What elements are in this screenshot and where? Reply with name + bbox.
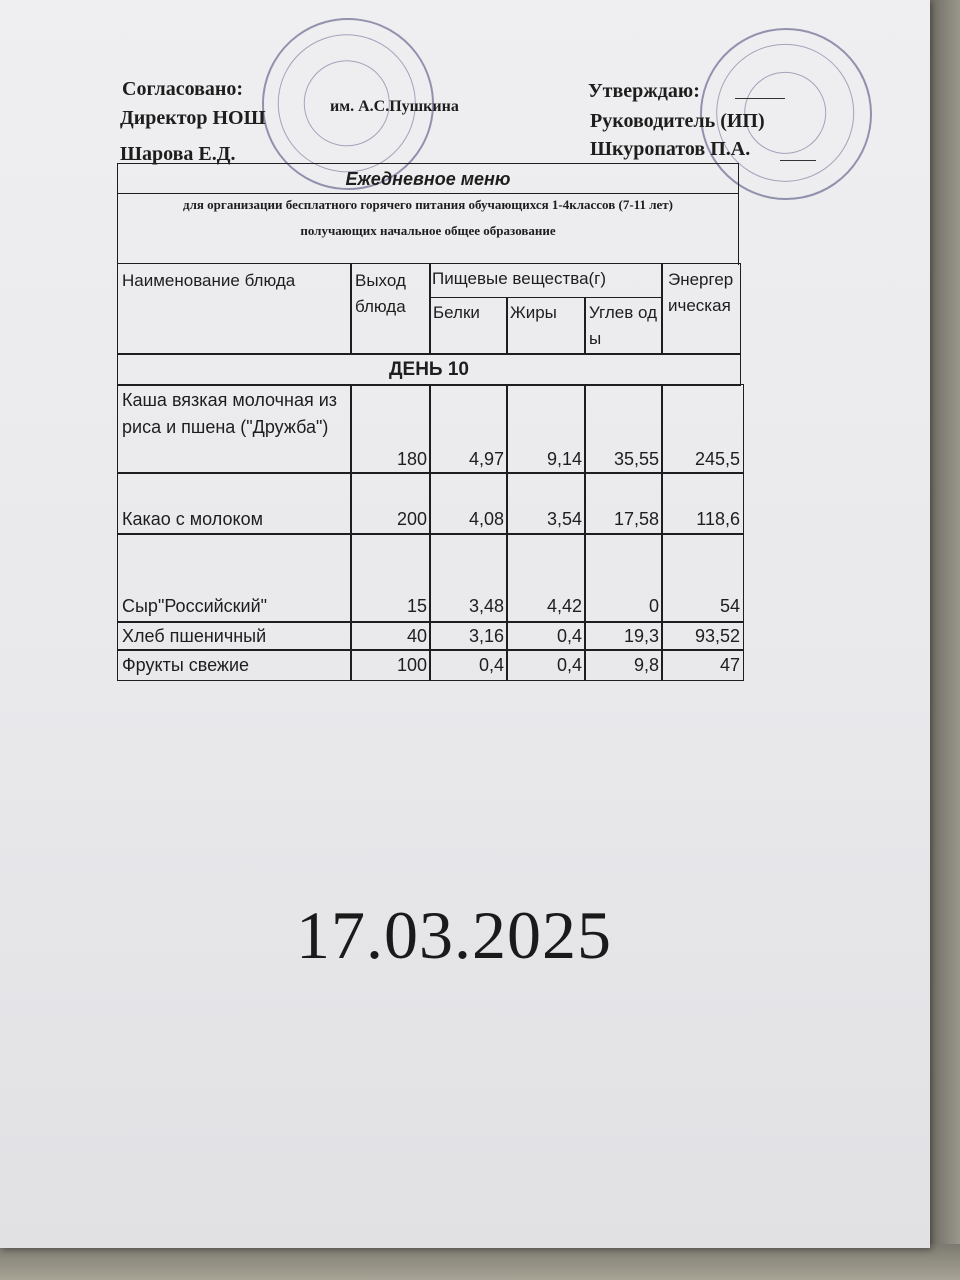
table-row-carbs: 35,55 <box>584 384 663 474</box>
table-row-carbs: 9,8 <box>584 649 663 681</box>
table-row-energy: 54 <box>661 533 744 623</box>
col-header-name: Наименование блюда <box>117 263 352 355</box>
table-row-energy: 245,5 <box>661 384 744 474</box>
table-row-protein: 0,4 <box>429 649 508 681</box>
table-row-carbs: 19,3 <box>584 621 663 651</box>
col-header-fat: Жиры <box>506 297 586 355</box>
col-header-yield: Выход блюда <box>350 263 431 355</box>
approval-left-school: им. А.С.Пушкина <box>330 98 459 115</box>
table-row-name: Хлеб пшеничный <box>117 621 352 651</box>
table-row-fat: 0,4 <box>506 649 586 681</box>
approval-right-position: Руководитель (ИП) <box>590 110 765 132</box>
table-row-carbs: 0 <box>584 533 663 623</box>
menu-date: 17.03.2025 <box>296 897 612 973</box>
table-row-name: Фрукты свежие <box>117 649 352 681</box>
table-row-fat: 3,54 <box>506 472 586 535</box>
table-row-energy: 118,6 <box>661 472 744 535</box>
table-row-fat: 4,42 <box>506 533 586 623</box>
table-row-energy: 47 <box>661 649 744 681</box>
table-row-fat: 0,4 <box>506 621 586 651</box>
approval-left-label: Согласовано: <box>122 78 244 100</box>
background-bottom <box>0 1244 960 1280</box>
background-right <box>930 0 960 1280</box>
table-row-yield: 100 <box>350 649 431 681</box>
table-row-yield: 15 <box>350 533 431 623</box>
table-row-carbs: 17,58 <box>584 472 663 535</box>
table-row-protein: 3,16 <box>429 621 508 651</box>
col-header-carbs: Углев оды <box>584 297 663 355</box>
col-header-protein: Белки <box>429 297 508 355</box>
day-label: ДЕНЬ 10 <box>117 353 741 386</box>
table-row-fat: 9,14 <box>506 384 586 474</box>
table-title: Ежедневное меню <box>117 163 739 194</box>
table-row-energy: 93,52 <box>661 621 744 651</box>
approval-right-name: Шкуропатов П.А. <box>590 138 751 160</box>
table-row-yield: 40 <box>350 621 431 651</box>
table-subtitle-line1: для организации бесплатного горячего питания обучающихся 1-4классов (7-11 лет) <box>183 197 673 212</box>
table-subtitle-line2: получающих начальное общее образование <box>300 223 556 238</box>
table-row-protein: 3,48 <box>429 533 508 623</box>
col-header-nutrients: Пищевые вещества(г) <box>429 263 663 298</box>
table-row-yield: 180 <box>350 384 431 474</box>
table-subtitle <box>117 193 739 265</box>
table-row-yield: 200 <box>350 472 431 535</box>
signature-line <box>735 98 785 99</box>
table-row-name: Сыр"Российский" <box>117 533 352 623</box>
approval-right-label: Утверждаю: <box>588 80 700 102</box>
table-row-protein: 4,97 <box>429 384 508 474</box>
table-row-protein: 4,08 <box>429 472 508 535</box>
approval-left-position: Директор НОШ <box>120 107 266 129</box>
table-row-name: Какао с молоком <box>117 472 352 535</box>
approval-left-name: Шарова Е.Д. <box>120 143 236 165</box>
table-row-name: Каша вязкая молочная из риса и пшена ("Дружба") <box>117 384 352 474</box>
col-header-energy: Энергерическая <box>661 263 741 355</box>
signature-line <box>780 160 816 161</box>
